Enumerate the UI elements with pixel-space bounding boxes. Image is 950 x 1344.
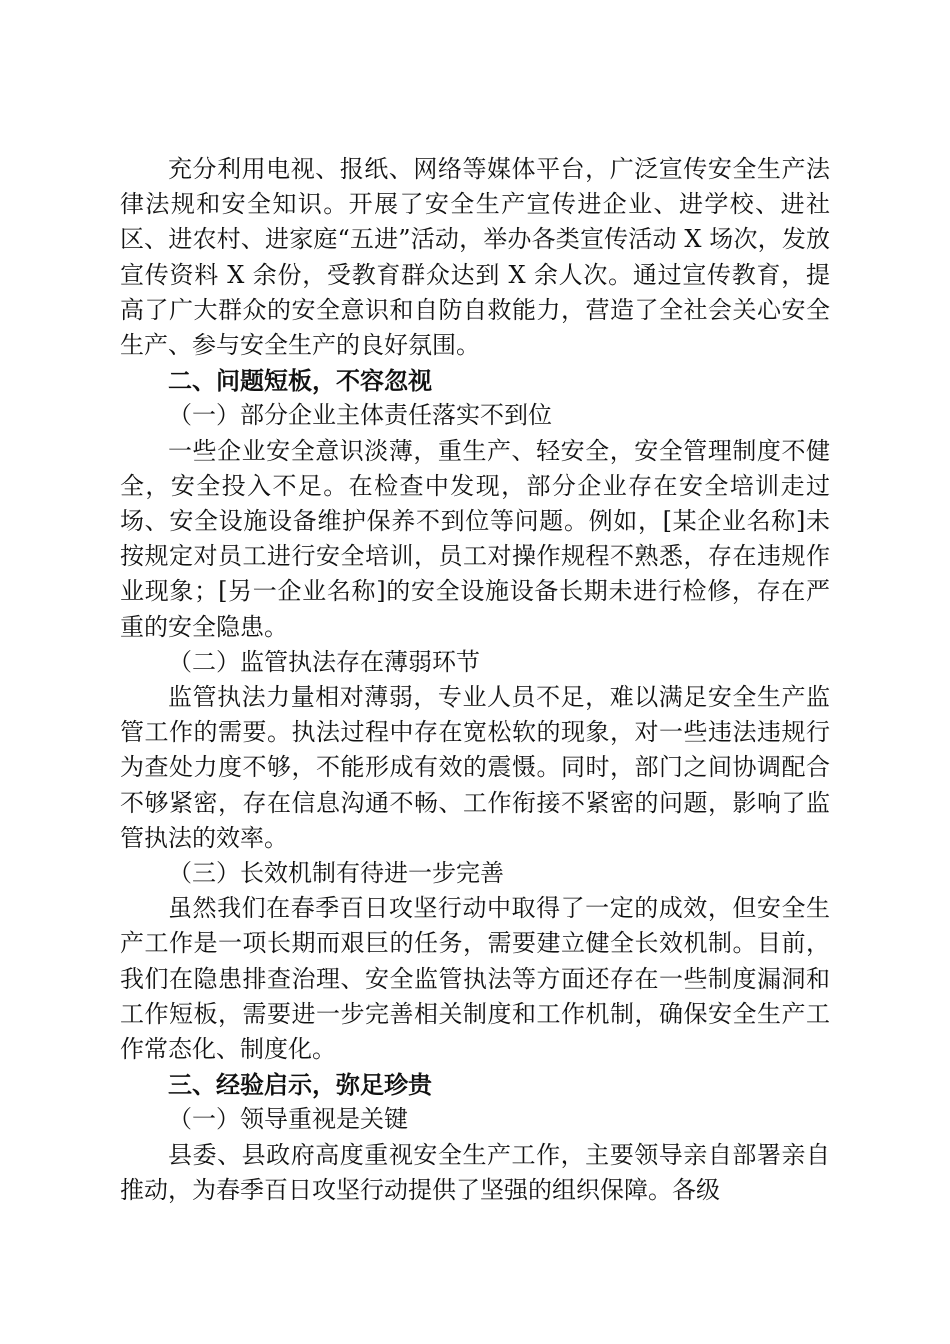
paragraph-leadership: 县委、县政府高度重视安全生产工作，主要领导亲自部署亲自推动，为春季百日攻坚行动提供了坚强的组织保障。各级 bbox=[120, 1140, 830, 1204]
section-heading-experience: 三、经验启示，弥足珍贵 bbox=[168, 1070, 432, 1100]
paragraph-supervision-weakness: 监管执法力量相对薄弱，专业人员不足，难以满足安全生产监管工作的需要。执法过程中存在宽松软的现象，对一些违法违规行为查处力度不够，不能形成有效的震慑。同时，部门之间协调配合不够紧密，存在信息沟通不畅、工作衔接不紧密的问题，影响了监管执法的效率。 bbox=[120, 683, 830, 852]
document-body bbox=[120, 152, 830, 1208]
subheading-long-term-mechanism: （三）长效机制有待进一步完善 bbox=[168, 859, 504, 888]
subheading-enterprise-responsibility: （一）部分企业主体责任落实不到位 bbox=[168, 401, 552, 430]
paragraph-enterprise-responsibility: 一些企业安全意识淡薄，重生产、轻安全，安全管理制度不健全，安全投入不足。在检查中发现，部分企业存在安全培训走过场、安全设施设备维护保养不到位等问题。例如，[某企业名称]未按规定对员工进行安全培训，员工对操作规程不熟悉，存在违规作业现象；[另一企业名称]的安全设施设备长期未进行检修，存在严重的安全隐患。 bbox=[120, 436, 830, 641]
paragraph-publicity-education: 充分利用电视、报纸、网络等媒体平台，广泛宣传安全生产法律法规和安全知识。开展了安全生产宣传进企业、进学校、进社区、进农村、进家庭“五进”活动，举办各类宣传活动 X 场次，发放宣传资料 X 余份，受教育群众达到 X 余人次。通过宣传教育，提高了广大群众的安全意识和自防自救能力，营造了全社会关心安全生产、参与安全生产的良好氛围。 bbox=[120, 155, 830, 360]
section-heading-problems: 二、问题短板，不容忽视 bbox=[168, 366, 432, 396]
subheading-leadership: （一）领导重视是关键 bbox=[168, 1105, 408, 1134]
subheading-supervision-weakness: （二）监管执法存在薄弱环节 bbox=[168, 647, 480, 676]
paragraph-long-term-mechanism: 虽然我们在春季百日攻坚行动中取得了一定的成效，但安全生产工作是一项长期而艰巨的任务，需要建立健全长效机制。目前，我们在隐患排查治理、安全监管执法等方面还存在一些制度漏洞和工作短板，需要进一步完善相关制度和工作机制，确保安全生产工作常态化、制度化。 bbox=[120, 894, 830, 1064]
